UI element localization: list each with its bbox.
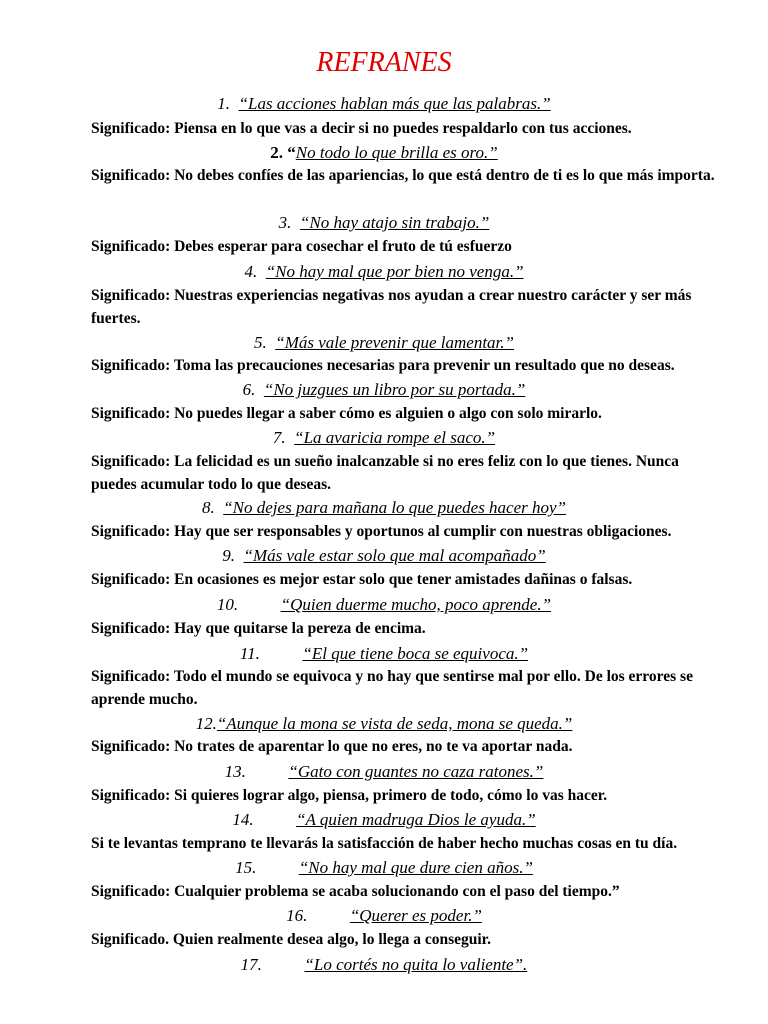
proverb-number: 4. xyxy=(244,262,266,281)
meaning-text: Si te levantas temprano te llevarás la satisfacción de haber hecho muchas cosas en tu día. xyxy=(91,835,678,852)
proverb-8 xyxy=(0,497,768,519)
proverb-text: “Aunque la mona se vista de seda, mona se queda.” xyxy=(216,714,573,733)
proverb-number: 14. xyxy=(232,810,297,829)
proverb-15 xyxy=(0,857,768,879)
meaning-7 xyxy=(91,451,723,496)
meaning-text: No debes confíes de las apariencias, lo que está dentro de ti es lo que más importa. xyxy=(170,167,715,184)
meaning-4 xyxy=(91,285,723,330)
proverb-number: 11. xyxy=(239,644,303,663)
proverb-5 xyxy=(0,332,768,354)
meaning-text: Nuestras experiencias negativas nos ayudan a crear nuestro carácter y ser más fuertes. xyxy=(91,287,692,327)
proverb-2 xyxy=(0,142,768,164)
proverb-text: “Más vale prevenir que lamentar.” xyxy=(275,333,514,352)
meaning-label: Significado: xyxy=(91,287,171,304)
proverb-3 xyxy=(0,212,768,234)
meaning-16 xyxy=(91,929,723,952)
proverb-text: “El que tiene boca se equivoca.” xyxy=(302,644,529,663)
proverb-number: 1. xyxy=(217,94,239,113)
proverb-number: 6. xyxy=(242,380,264,399)
meaning-label: Significado: xyxy=(91,238,171,255)
meaning-text: Cualquier problema se acaba solucionando con el paso del tiempo.” xyxy=(170,883,620,900)
proverb-number: 16. xyxy=(286,906,350,925)
meaning-text: En ocasiones es mejor estar solo que tener amistades dañinas o falsas. xyxy=(170,571,633,588)
meaning-6 xyxy=(91,403,723,426)
meaning-2 xyxy=(91,165,723,188)
page-title: REFRANES xyxy=(316,47,452,78)
proverb-number: 12. xyxy=(195,714,217,733)
meaning-label: Significado: xyxy=(91,167,171,184)
meaning-text: Hay que ser responsables y oportunos al cumplir con nuestras obligaciones. xyxy=(170,523,672,540)
proverb-text: “Lo cortés no quita lo valiente”. xyxy=(304,955,528,974)
meaning-label: Significado: xyxy=(91,668,171,685)
meaning-text: Debes esperar para cosechar el fruto de tú esfuerzo xyxy=(170,238,512,255)
meaning-label: Significado: xyxy=(91,787,171,804)
proverb-text: “Querer es poder.” xyxy=(349,906,482,925)
proverb-14 xyxy=(0,809,768,831)
proverb-number: 7. xyxy=(272,428,295,447)
proverb-1 xyxy=(0,93,768,115)
meaning-label: Significado: xyxy=(91,571,171,588)
proverb-10 xyxy=(0,594,768,616)
meaning-label: Significado. xyxy=(91,931,169,948)
meaning-text: No trates de aparentar lo que no eres, no te va aportar nada. xyxy=(170,738,573,755)
meaning-3 xyxy=(91,236,723,259)
meaning-label: Significado: xyxy=(91,883,171,900)
proverb-text: “No hay atajo sin trabajo.” xyxy=(299,213,490,232)
meaning-text: Todo el mundo se equivoca y no hay que sentirse mal por ello. De los errores se aprende mucho. xyxy=(91,668,693,708)
proverb-text: “Gato con guantes no caza ratones.” xyxy=(288,762,544,781)
meaning-text: La felicidad es un sueño inalcanzable si no eres feliz con lo que tienes. Nunca puedes acumular todo lo que deseas. xyxy=(91,453,679,493)
proverb-number: 15. xyxy=(235,858,299,877)
proverb-number: 17. xyxy=(240,955,305,974)
proverb-11 xyxy=(0,643,768,665)
proverb-number: 5. xyxy=(253,333,276,352)
meaning-text: No puedes llegar a saber cómo es alguien o algo con solo mirarlo. xyxy=(170,405,602,422)
proverb-text: No todo lo que brilla es oro.” xyxy=(295,143,498,162)
meaning-15 xyxy=(91,881,723,904)
proverb-text: “Las acciones hablan más que las palabras.” xyxy=(238,94,551,113)
proverb-number: 8. xyxy=(201,498,224,517)
meaning-5 xyxy=(91,355,723,378)
meaning-12 xyxy=(91,736,723,759)
meaning-label: Significado: xyxy=(91,405,171,422)
proverb-12 xyxy=(0,713,768,735)
meaning-text: Piensa en lo que vas a decir si no puedes respaldarlo con tus acciones. xyxy=(170,120,632,137)
proverb-text: “A quien madruga Dios le ayuda.” xyxy=(296,810,536,829)
meaning-14 xyxy=(91,833,723,856)
proverb-text: “No juzgues un libro por su portada.” xyxy=(263,380,526,399)
proverb-16 xyxy=(0,905,768,927)
proverb-text: “Quien duerme mucho, poco aprende.” xyxy=(280,595,552,614)
proverb-13 xyxy=(0,761,768,783)
meaning-13 xyxy=(91,785,723,808)
meaning-11 xyxy=(91,666,723,711)
meaning-text: Hay que quitarse la pereza de encima. xyxy=(170,620,426,637)
meaning-label: Significado: xyxy=(91,120,171,137)
proverb-number: 10. xyxy=(216,595,281,614)
meaning-10 xyxy=(91,618,723,641)
proverb-number: 9. xyxy=(222,546,244,565)
proverb-number: 13. xyxy=(224,762,289,781)
proverb-number: 3. xyxy=(278,213,300,232)
meaning-1 xyxy=(91,118,723,141)
meaning-9 xyxy=(91,569,723,592)
meaning-label: Significado: xyxy=(91,453,171,470)
proverb-text: “La avaricia rompe el saco.” xyxy=(294,428,496,447)
proverb-6 xyxy=(0,379,768,401)
meaning-label: Significado: xyxy=(91,523,171,540)
proverb-9 xyxy=(0,545,768,567)
meaning-label: Significado: xyxy=(91,738,171,755)
meaning-8 xyxy=(91,521,723,544)
meaning-text: Quien realmente desea algo, lo llega a conseguir. xyxy=(168,931,491,948)
proverb-text: “No hay mal que dure cien años.” xyxy=(298,858,533,877)
proverb-text: “Más vale estar solo que mal acompañado” xyxy=(243,546,546,565)
meaning-text: Si quieres lograr algo, piensa, primero de todo, cómo lo vas hacer. xyxy=(170,787,608,804)
meaning-label: Significado: xyxy=(91,620,171,637)
proverb-number: 2. “ xyxy=(270,143,296,162)
proverb-17 xyxy=(0,954,768,976)
proverb-7 xyxy=(0,427,768,449)
proverb-4 xyxy=(0,261,768,283)
proverb-text: “No hay mal que por bien no venga.” xyxy=(265,262,524,281)
meaning-label: Significado: xyxy=(91,357,171,374)
meaning-text: Toma las precauciones necesarias para prevenir un resultado que no deseas. xyxy=(170,357,675,374)
proverb-text: “No dejes para mañana lo que puedes hacer hoy” xyxy=(223,498,567,517)
